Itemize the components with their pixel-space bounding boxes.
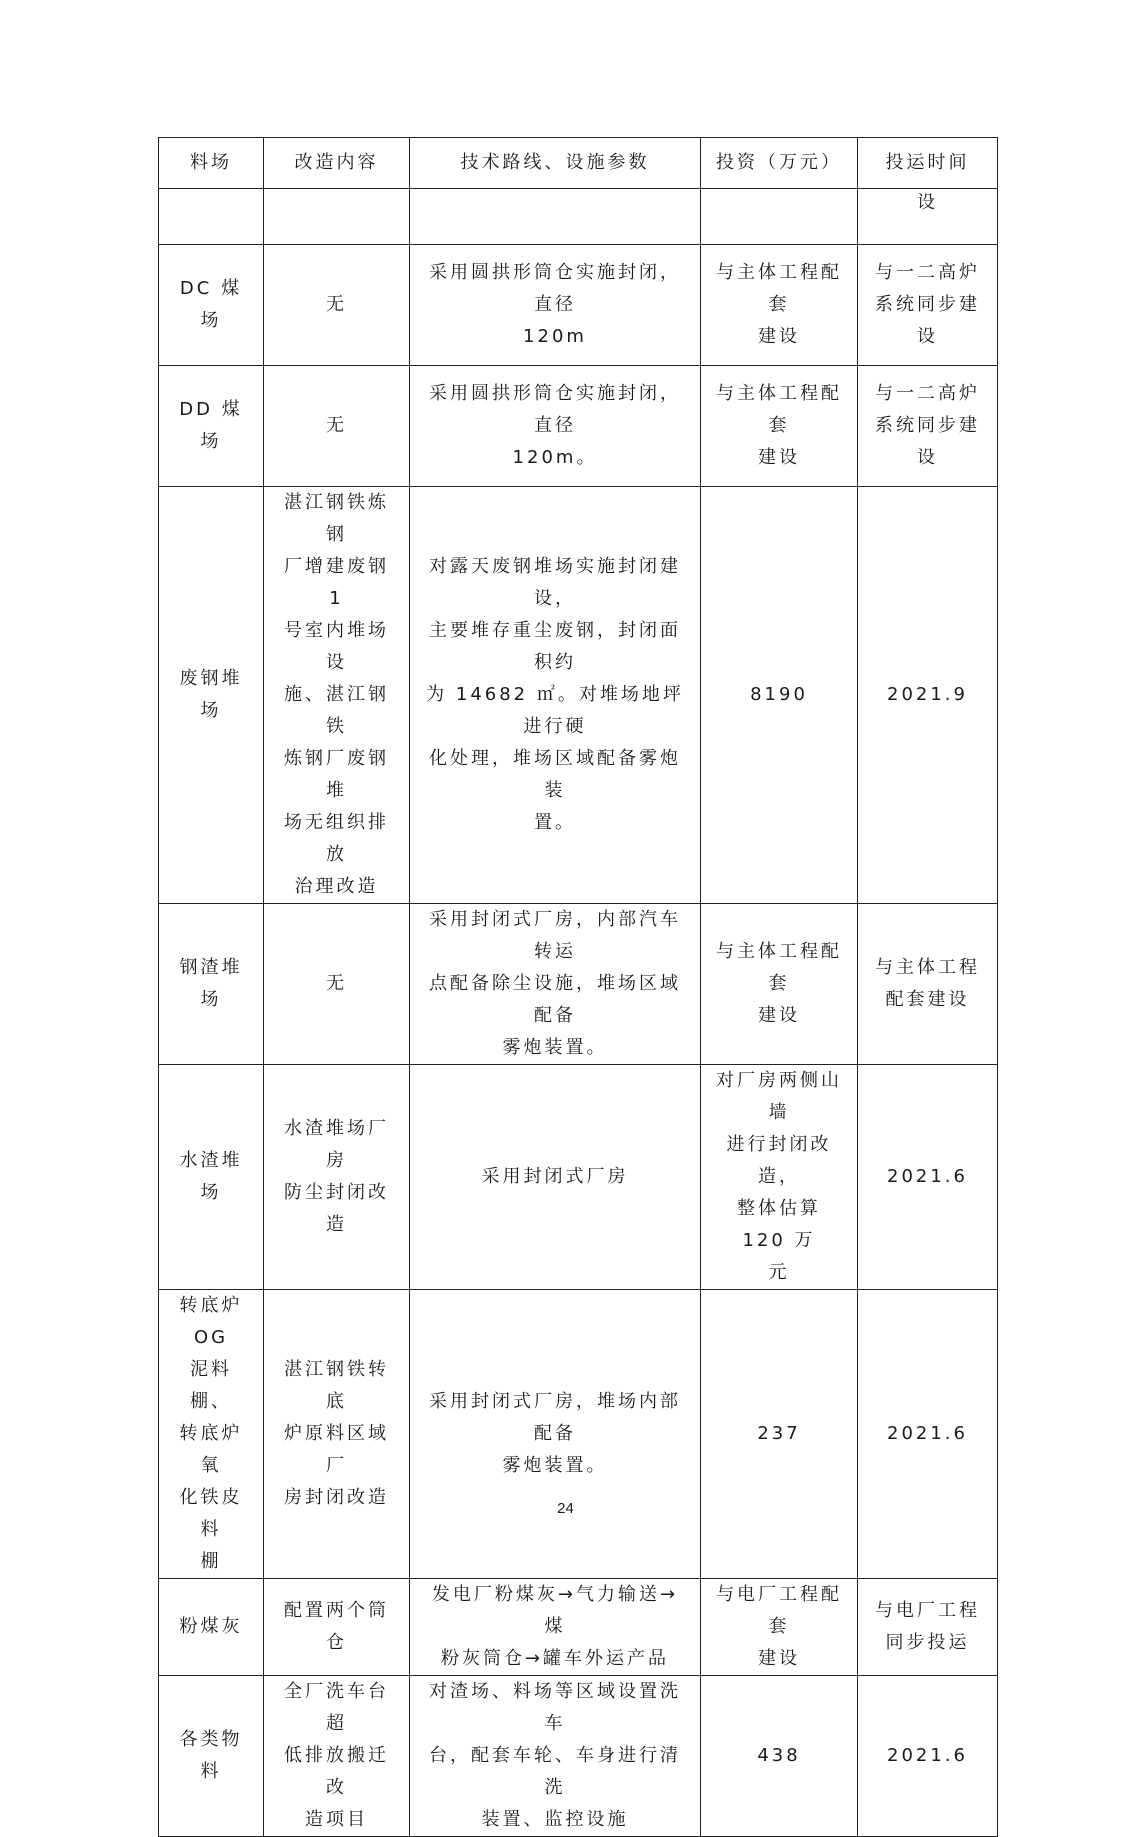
- cell-investment: 237: [701, 1290, 858, 1579]
- cell-operation-time: 2021.6: [858, 1290, 998, 1579]
- cell-investment: 438: [701, 1676, 858, 1837]
- cell-yard: DD 煤场: [159, 366, 264, 487]
- facility-table: [158, 137, 998, 1837]
- cell-renovation: 湛江钢铁炼钢 厂增建废钢 1 号室内堆场设 施、湛江钢铁 炼钢厂废钢堆 场无组织排放 治理改造: [264, 487, 410, 904]
- cell-renovation: 水渣堆场厂房 防尘封闭改造: [264, 1065, 410, 1290]
- cell-investment: 对厂房两侧山墙 进行封闭改造， 整体估算 120 万 元: [701, 1065, 858, 1290]
- header-renovation: 改造内容: [264, 138, 410, 189]
- cell-yard: 各类物料: [159, 1676, 264, 1837]
- cell: 设: [858, 189, 998, 245]
- cell-investment: 8190: [701, 487, 858, 904]
- cell-operation-time: 2021.6: [858, 1065, 998, 1290]
- cell-renovation: 全厂洗车台超 低排放搬迁改 造项目: [264, 1676, 410, 1837]
- cell-investment: 与主体工程配套 建设: [701, 904, 858, 1065]
- header-operation-time: 投运时间: [858, 138, 998, 189]
- cell: [701, 189, 858, 245]
- table-row-continued: [159, 189, 998, 245]
- cell-technology: 对渣场、料场等区域设置洗车 台，配套车轮、车身进行清洗 装置、监控设施: [410, 1676, 701, 1837]
- cell-operation-time: 2021.6: [858, 1676, 998, 1837]
- cell-operation-time: 2021.9: [858, 487, 998, 904]
- cell: [264, 189, 410, 245]
- cell: [410, 189, 701, 245]
- table-row: [159, 487, 998, 904]
- cell-renovation: 配置两个筒仓: [264, 1579, 410, 1676]
- cell-yard: 水渣堆场: [159, 1065, 264, 1290]
- cell-operation-time: 与一二高炉 系统同步建 设: [858, 366, 998, 487]
- cell-renovation: 湛江钢铁转底 炉原料区域厂 房封闭改造: [264, 1290, 410, 1579]
- cell-technology: 采用封闭式厂房: [410, 1065, 701, 1290]
- table-row: [159, 904, 998, 1065]
- header-technology: 技术路线、设施参数: [410, 138, 701, 189]
- table-row: [159, 1676, 998, 1837]
- cell-renovation: 无: [264, 904, 410, 1065]
- cell-investment: 与主体工程配套 建设: [701, 366, 858, 487]
- cell-technology: 采用封闭式厂房，内部汽车转运 点配备除尘设施，堆场区域配备 雾炮装置。: [410, 904, 701, 1065]
- cell-operation-time: 与主体工程 配套建设: [858, 904, 998, 1065]
- table-row: [159, 245, 998, 366]
- table-row: [159, 1579, 998, 1676]
- cell-technology: 采用圆拱形筒仓实施封闭，直径 120m: [410, 245, 701, 366]
- cell-technology: 采用封闭式厂房，堆场内部配备 雾炮装置。: [410, 1290, 701, 1579]
- cell-renovation: 无: [264, 245, 410, 366]
- cell-yard: 废钢堆场: [159, 487, 264, 904]
- cell: [159, 189, 264, 245]
- cell-technology: 对露天废钢堆场实施封闭建设， 主要堆存重尘废钢，封闭面积约 为 14682 ㎡。对堆场地坪进行硬 化处理，堆场区域配备雾炮装 置。: [410, 487, 701, 904]
- table-header-row: [159, 138, 998, 189]
- cell-operation-time: 与一二高炉 系统同步建 设: [858, 245, 998, 366]
- cell-renovation: 无: [264, 366, 410, 487]
- cell-technology: 发电厂粉煤灰→气力输送→煤 粉灰筒仓→罐车外运产品: [410, 1579, 701, 1676]
- cell-yard: 钢渣堆场: [159, 904, 264, 1065]
- table-row: [159, 1065, 998, 1290]
- cell-technology: 采用圆拱形筒仓实施封闭，直径 120m。: [410, 366, 701, 487]
- cell-yard: 转底炉 OG 泥料棚、 转底炉氧 化铁皮料 棚: [159, 1290, 264, 1579]
- table-row: [159, 366, 998, 487]
- cell-operation-time: 与电厂工程 同步投运: [858, 1579, 998, 1676]
- cell-yard: 粉煤灰: [159, 1579, 264, 1676]
- cell-investment: 与主体工程配套 建设: [701, 245, 858, 366]
- header-investment: 投资（万元）: [701, 138, 858, 189]
- table-row: [159, 1290, 998, 1579]
- cell-investment: 与电厂工程配套 建设: [701, 1579, 858, 1676]
- header-yard: 料场: [159, 138, 264, 189]
- cell-yard: DC 煤场: [159, 245, 264, 366]
- page-number: 24: [557, 1500, 574, 1517]
